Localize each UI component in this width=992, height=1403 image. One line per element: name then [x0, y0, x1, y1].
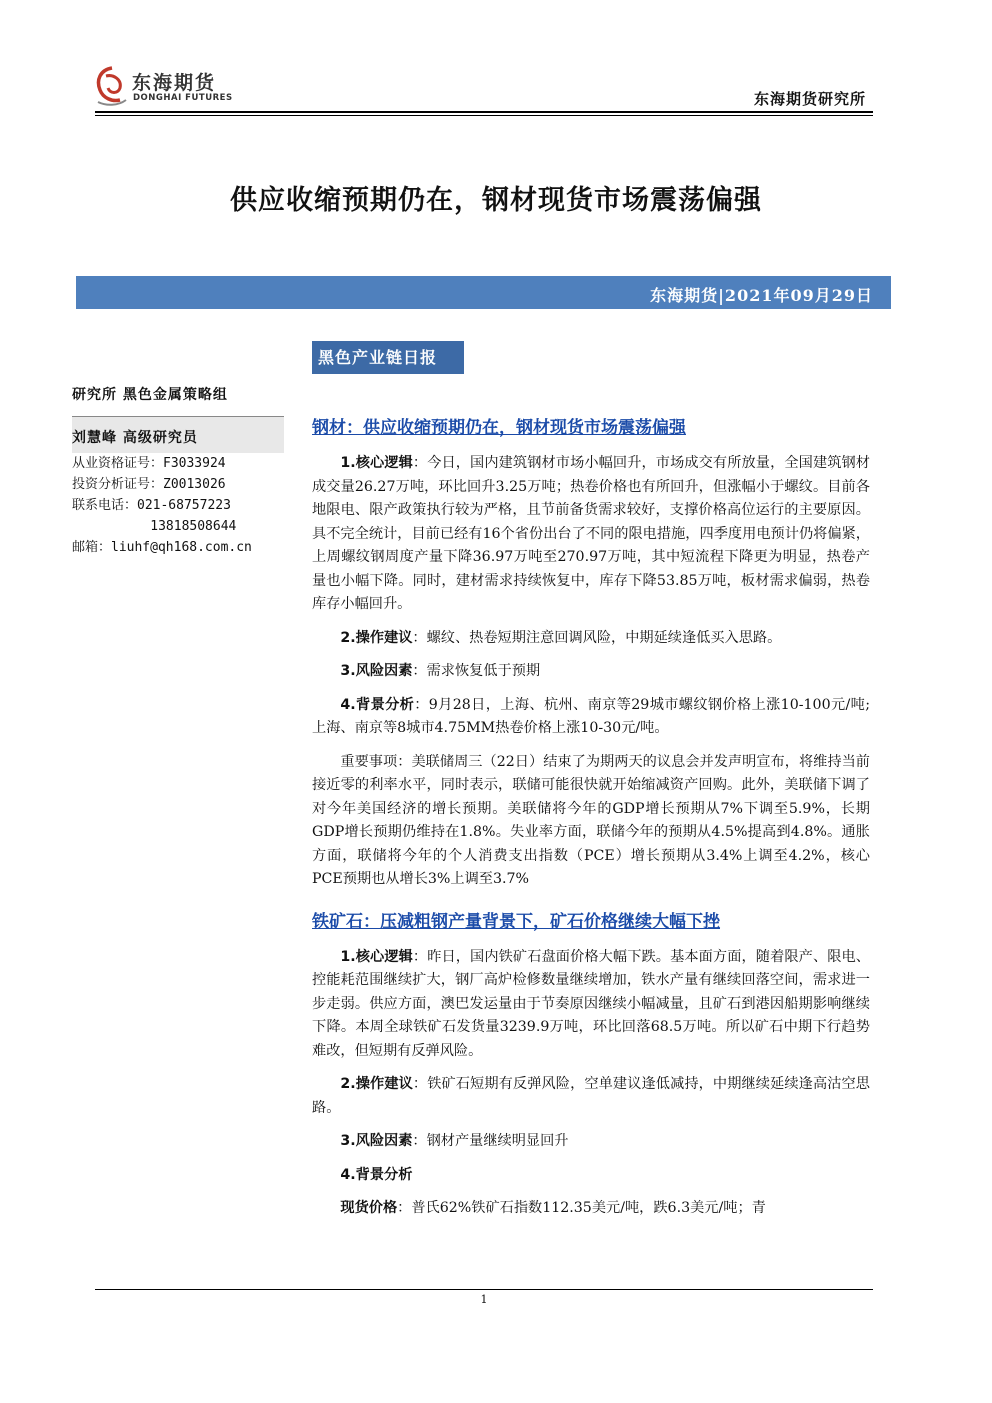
- date-bar: [76, 276, 891, 309]
- para-text: ：昨日，国内铁矿石盘面价格大幅下跌。基本面方面，随着限产、限电、控能耗范围继续扩大，钢厂高炉检修数量继续增加，铁水产量有继续回落空间，需求进一步走弱。供应方面，澳巴发运量由于节奏原因继续小幅减量，且矿石到港因船期影响继续下降。本周全球铁矿石发货量3239.9万吨，环比回落68.5万吨。所以矿石中期下行趋势难改，但短期有反弹风险。: [312, 948, 870, 1059]
- footer-rule: [95, 1289, 873, 1290]
- para-label: 现货价格: [340, 1200, 398, 1216]
- steel-risk-factors: [312, 660, 870, 684]
- para-label: 1.核心逻辑: [340, 948, 413, 965]
- para-label: 4.背景分析: [340, 1166, 413, 1183]
- logo-english-name: DONGHAI FUTURES: [133, 93, 233, 103]
- logo-chinese-name: 东海期货: [132, 72, 217, 94]
- ore-spot-price: [312, 1197, 870, 1221]
- para-text: ：普氏62%铁矿石指数112.35美元/吨，跌6.3美元/吨；青: [397, 1200, 766, 1216]
- steel-core-logic: [312, 452, 870, 617]
- section-title-iron-ore: 铁矿石：压减粗钢产量背景下，矿石价格继续大幅下挫: [312, 911, 720, 932]
- para-text: ：螺纹、热卷短期注意回调风险，中期延续逢低买入思路。: [412, 629, 782, 646]
- para-label: 2.操作建议: [340, 629, 413, 646]
- author-sidebar: [72, 384, 284, 558]
- para-text: ：9月28日，上海、杭州、南京等29城市螺纹钢价格上涨10-100元/吨;上海、南京等8城市4.75MM热卷价格上涨10-30元/吨。: [312, 696, 871, 736]
- report-body: [312, 414, 870, 1221]
- ore-background: [312, 1164, 870, 1188]
- para-label: 3.风险因素: [340, 663, 413, 679]
- analyst-license: 投资分析证号：Z0013026: [72, 477, 226, 492]
- analyst-qualification: 从业资格证号：F3033924: [72, 456, 226, 471]
- para-text: ：钢材产量继续明显回升: [412, 1133, 569, 1149]
- analyst-email: 邮箱：liuhf@qh168.com.cn: [72, 540, 252, 555]
- header-rule: [95, 111, 873, 113]
- analyst-mobile: 13818508644: [72, 519, 237, 534]
- page-number: 1: [480, 1293, 488, 1306]
- steel-background: [312, 694, 870, 741]
- logo-mark-icon: [92, 64, 132, 108]
- section-title-steel: 钢材：供应收缩预期仍在，钢材现货市场震荡偏强: [312, 418, 686, 438]
- research-group: 研究所 黑色金属策略组: [72, 387, 228, 403]
- date-bar-text: 东海期货|2021年09月29日: [650, 286, 873, 305]
- para-text: ：铁矿石短期有反弹风险，空单建议逢低减持，中期继续延续逢高沽空思路。: [312, 1076, 870, 1116]
- analyst-phone: 联系电话：021-68757223: [72, 498, 231, 513]
- analyst-name: 刘慧峰 高级研究员: [72, 417, 284, 453]
- para-label: 3.风险因素: [340, 1133, 413, 1149]
- para-label: 4.背景分析: [340, 696, 415, 713]
- ore-risk-factors: [312, 1130, 870, 1154]
- steel-operation-advice: [312, 627, 870, 651]
- header-rule-thin: [95, 115, 873, 116]
- ore-core-logic: [312, 946, 870, 1064]
- report-type-tag: 黑色产业链日报: [312, 341, 464, 374]
- para-text: ：今日，国内建筑钢材市场小幅回升，市场成交有所放量，全国建筑钢材成交量26.27万吨，环比回升3.25万吨；热卷价格也有所回升，但涨幅小于螺纹。目前各地限电、限产政策执行较为严格，且节前备货需求较好，支撑价格高位运行的主要原因。具不完全统计，目前已经有16个省份出台了不同的限电措施，四季度用电预计仍将偏紧，上周螺纹钢周度产量下降36.97万吨至270.97万吨，其中短流程下降更为明显，热卷产量也小幅下降。同时，建材需求持续恢复中，库存下降53.85万吨，板材需求偏弱，热卷库存小幅回升。: [312, 455, 870, 612]
- para-label: 2.操作建议: [340, 1076, 413, 1092]
- page-title: 供应收缩预期仍在，钢材现货市场震荡偏强: [230, 185, 762, 216]
- header-organization: 东海期货研究所: [753, 90, 866, 108]
- steel-key-events: [312, 751, 870, 892]
- para-text: 重要事项：美联储周三（22日）结束了为期两天的议息会并发声明宣布，将维持当前接近零的利率水平，同时表示，联储可能很快就开始缩减资产回购。此外，美联储下调了对今年美国经济的增长预期。美联储将今年的GDP增长预期从7%下调至5.9%，长期GDP增长预期仍维持在1.8%。失业率方面，联储今年的预期从4.5%提高到4.8%。通胀方面，联储将今年的个人消费支出指数（PCE）增长预期从3.4%上调至4.2%，核心PCE预期也从增长3%上调至3.7%: [312, 753, 870, 887]
- para-label: 1.核心逻辑: [340, 455, 413, 471]
- para-text: ：需求恢复低于预期: [412, 663, 541, 679]
- ore-operation-advice: [312, 1073, 870, 1120]
